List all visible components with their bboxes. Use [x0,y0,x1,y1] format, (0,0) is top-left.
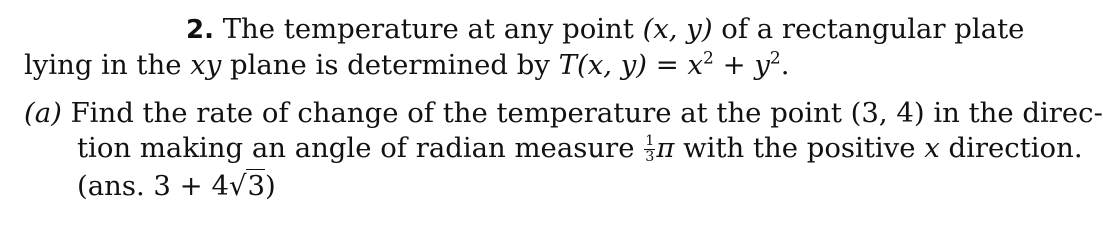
x-exponent: 2 [703,48,714,69]
equals-sign: = [646,49,688,81]
x-variable: x [687,49,703,81]
pi-symbol: π [656,132,675,164]
statement-text: The temperature at any point [213,13,643,45]
fraction-numerator: 1 [645,133,655,150]
part-a-label: (a) [24,97,62,129]
part-a-text: tion making an angle of radian measure [77,132,644,164]
x-variable: x [924,132,940,164]
statement-text: lying in the [24,49,191,81]
answer-line [77,169,276,203]
problem-statement-line-1 [186,12,1024,47]
period: . [780,49,790,81]
fraction-one-third [644,134,655,164]
point-variable: (x, y) [642,13,713,45]
part-a-text: Find the rate of change of the temperature at the point (3, 4) in the direc- [61,97,1103,129]
part-a-line-1 [24,96,1103,130]
temperature-function: T(x, y) [558,49,647,81]
statement-text: plane is determined by [221,49,559,81]
fraction-denominator: 3 [645,149,655,165]
problem-number: 2. [186,15,214,45]
plus-sign: + [713,49,755,81]
y-variable: y [754,49,770,81]
answer-suffix: ) [264,170,276,202]
plane-variable: xy [190,49,222,81]
part-a-text: direction. [939,132,1083,164]
sqrt-symbol: √ [228,170,247,202]
statement-text: of a rectangular plate [712,13,1025,45]
y-exponent: 2 [769,48,781,69]
sqrt-radicand: 3 [247,170,265,202]
problem-statement-line-2 [24,48,790,82]
part-a-line-2 [77,131,1083,165]
answer-prefix: (ans. 3 + 4 [77,170,229,202]
part-a-text: with the positive [674,132,925,164]
